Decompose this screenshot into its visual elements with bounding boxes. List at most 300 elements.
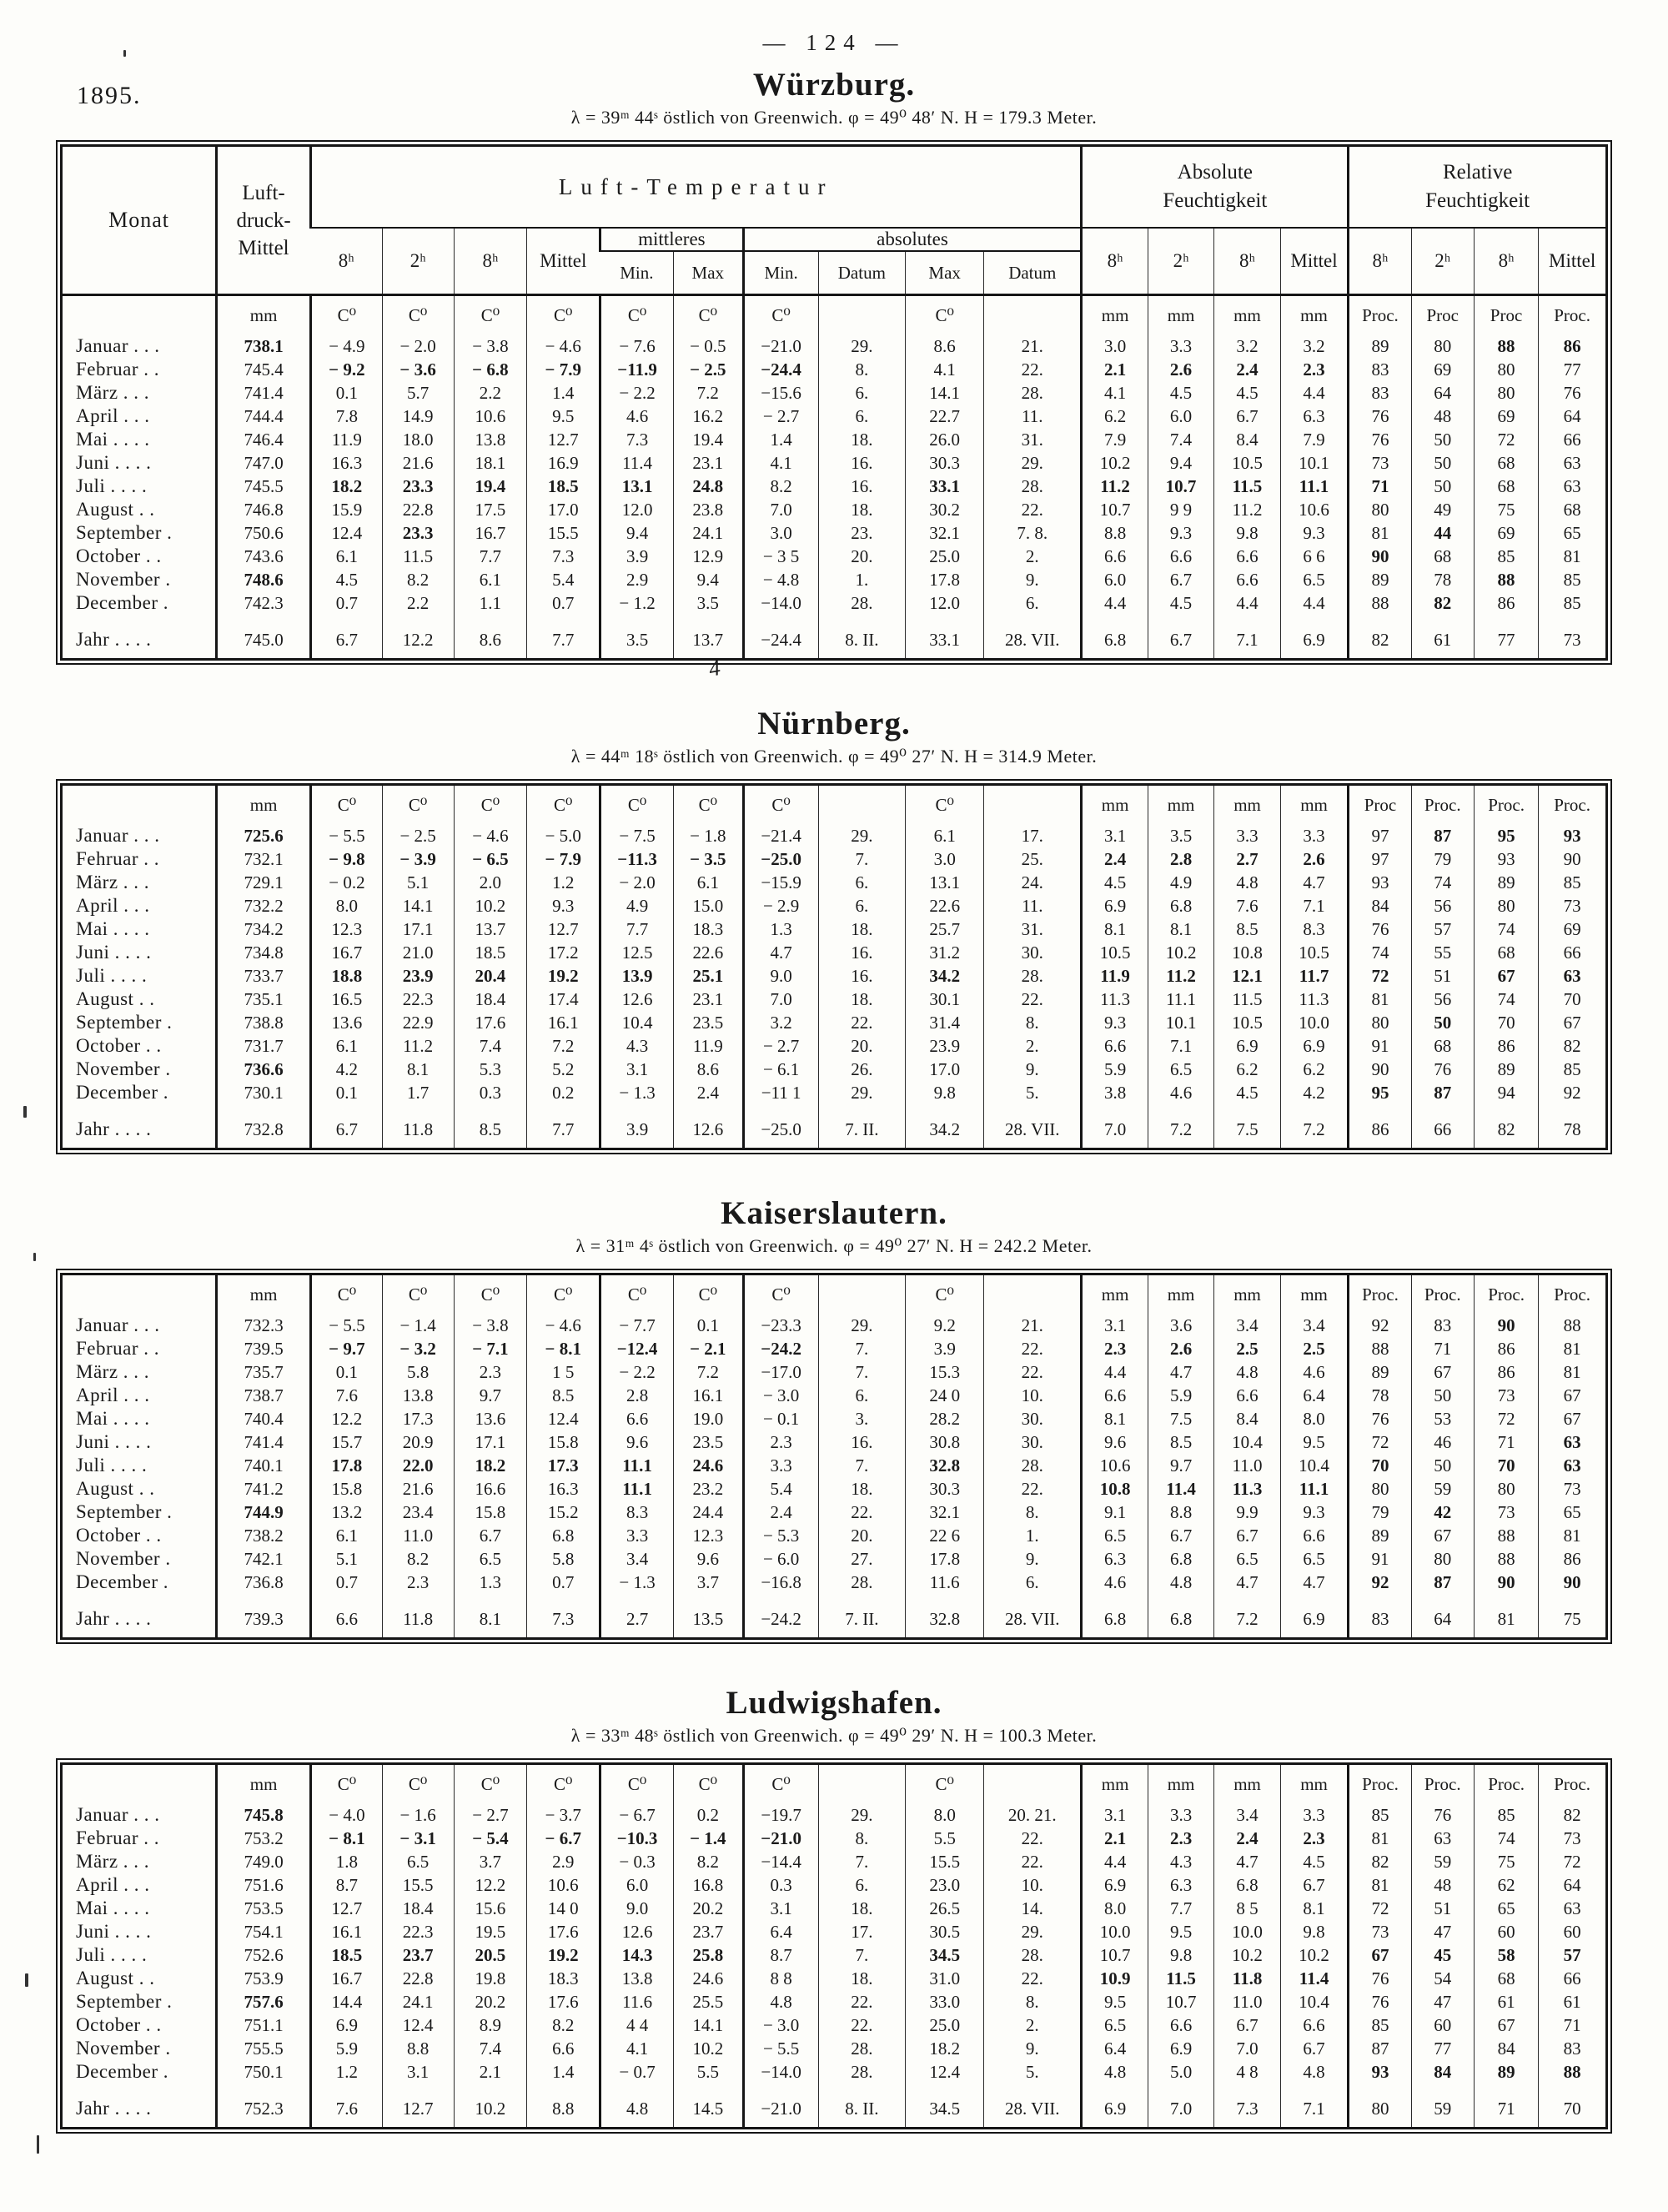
year-row <box>62 615 1607 660</box>
table-cell: 74 <box>1411 871 1474 894</box>
table-cell: 8 5 <box>1214 1897 1280 1920</box>
table-cell: 2.2 <box>454 381 527 405</box>
table-cell: 0.1 <box>311 1081 383 1104</box>
table-cell: 71 <box>1474 1430 1538 1454</box>
unit-label: C⁰ <box>382 1764 454 1804</box>
table-cell: 25.7 <box>906 917 984 941</box>
table-cell: 9.4 <box>673 568 743 591</box>
table-cell: 70 <box>1349 1454 1411 1477</box>
table-row <box>62 381 1607 405</box>
table-cell: 11.1 <box>600 1454 674 1477</box>
table-cell: 8. <box>984 1501 1082 1524</box>
table-cell: 10.2 <box>454 2084 527 2129</box>
table-cell: 1.3 <box>743 917 818 941</box>
table-cell: 88 <box>1474 1524 1538 1547</box>
unit-label: C⁰ <box>454 785 527 825</box>
table-cell: 63 <box>1539 451 1607 475</box>
table-cell: 8.1 <box>454 1594 527 1639</box>
table-cell: 10.4 <box>1280 1990 1349 2013</box>
table-cell: 10.7 <box>1148 1990 1213 2013</box>
scan-noise <box>33 1253 36 1261</box>
table-cell: 31. <box>984 428 1082 451</box>
table-row <box>62 1384 1607 1407</box>
table-cell: 72 <box>1474 1407 1538 1430</box>
table-cell: 18. <box>818 1477 906 1501</box>
table-cell: −23.3 <box>743 1314 818 1337</box>
table-cell: 10.1 <box>1148 1011 1213 1034</box>
table-cell: − 4.8 <box>743 568 818 591</box>
table-cell: 28. <box>984 1943 1082 1967</box>
col-header-2h: 2ʰ <box>382 228 454 295</box>
table-cell: 14.9 <box>382 405 454 428</box>
col-header-mittel: Mittel <box>527 228 600 295</box>
month-label: September . <box>76 1991 173 2012</box>
table-cell: 12.4 <box>906 2060 984 2084</box>
table-cell: − 5.4 <box>454 1827 527 1850</box>
table-row <box>62 1803 1607 1827</box>
table-cell: 12.7 <box>311 1897 383 1920</box>
table-cell: 12.4 <box>311 521 383 545</box>
table-cell: 8.8 <box>1082 521 1148 545</box>
table-cell: 13.6 <box>454 1407 527 1430</box>
table-cell: − 1.8 <box>674 824 744 847</box>
table-cell: 5.0 <box>1148 2060 1213 2084</box>
table-cell: 56 <box>1411 894 1474 917</box>
table-cell: 30.3 <box>906 451 984 475</box>
table-cell: 2.4 <box>743 1501 818 1524</box>
table-cell: 5.4 <box>527 568 600 591</box>
table-cell: 59 <box>1411 1850 1474 1873</box>
table-cell: 12.6 <box>674 1104 744 1149</box>
table-cell: 6.9 <box>1280 1594 1349 1639</box>
table-cell: 23.0 <box>906 1873 984 1897</box>
table-cell: 6. <box>818 405 906 428</box>
month-label: Januar . . . <box>76 1315 160 1335</box>
table-cell: 22. <box>818 1501 906 1524</box>
table-cell: 72 <box>1349 1897 1411 1920</box>
table-row <box>62 428 1607 451</box>
unit-label: C⁰ <box>906 1764 984 1804</box>
table-cell: 11.9 <box>674 1034 744 1058</box>
header-line: Relative <box>1442 161 1513 184</box>
table-cell: 8.1 <box>1148 917 1213 941</box>
table-cell: 23.7 <box>674 1920 744 1943</box>
table-cell: − 1.3 <box>600 1571 674 1594</box>
station-section-wuerzburg <box>0 66 1668 681</box>
table-row <box>62 1850 1607 1873</box>
table-cell: 6.9 <box>1148 2037 1213 2060</box>
table-cell: 10.5 <box>1214 1011 1280 1034</box>
table-cell: 70 <box>1474 1454 1538 1477</box>
table-cell: 9.3 <box>527 894 600 917</box>
table-cell: 88 <box>1349 591 1411 615</box>
table-cell: 6.6 <box>1280 1524 1349 1547</box>
table-cell: 7.9 <box>1082 428 1148 451</box>
table-cell: 76 <box>1349 1407 1411 1430</box>
month-label: October . . <box>76 1035 162 1056</box>
table-cell: 6.3 <box>1280 405 1349 428</box>
table-cell: 6.9 <box>1082 2084 1148 2129</box>
table-cell: 67 <box>1349 1943 1411 1967</box>
table-cell: 3.2 <box>1280 334 1349 358</box>
table-cell: − 2.9 <box>743 894 818 917</box>
table-cell: 6 6 <box>1280 545 1349 568</box>
table-cell: 75 <box>1474 1850 1538 1873</box>
table-cell: 61 <box>1411 615 1474 660</box>
table-cell: 22.8 <box>382 1967 454 1990</box>
table-cell: 738.1 <box>217 334 311 358</box>
month-label: Juli . . . . <box>76 475 148 496</box>
table-cell: − 9.2 <box>311 358 383 381</box>
table-cell: 6.5 <box>1214 1547 1280 1571</box>
unit-label: mm <box>1148 1274 1213 1315</box>
table-cell: 73 <box>1539 1827 1607 1850</box>
table-row <box>62 1897 1607 1920</box>
table-cell: 4.5 <box>1280 1850 1349 1873</box>
table-cell: 7.2 <box>1148 1104 1213 1149</box>
table-row <box>62 917 1607 941</box>
table-cell: 11.0 <box>1214 1454 1280 1477</box>
table-cell: 7.6 <box>1214 894 1280 917</box>
month-label: December . <box>76 2061 168 2082</box>
table-cell: 22.3 <box>382 1920 454 1943</box>
table-cell: 78 <box>1411 568 1474 591</box>
table-cell: 3.2 <box>743 1011 818 1034</box>
table-cell: 10. <box>984 1873 1082 1897</box>
table-cell: 15.6 <box>454 1897 527 1920</box>
table-cell: 18. <box>818 917 906 941</box>
unit-label: C⁰ <box>454 1274 527 1315</box>
table-cell: 10.5 <box>1280 941 1349 964</box>
table-cell: 4.5 <box>1148 591 1213 615</box>
table-cell: − 4.6 <box>527 1314 600 1337</box>
col-header-mittel: Mittel <box>1539 228 1607 295</box>
table-cell: 22.8 <box>382 498 454 521</box>
table-cell: 6.0 <box>1148 405 1213 428</box>
table-cell: 11.8 <box>1214 1967 1280 1990</box>
table-cell: 7.2 <box>1214 1594 1280 1639</box>
table-cell: − 2.0 <box>600 871 674 894</box>
table-cell: 9.0 <box>600 1897 674 1920</box>
table-cell: 34.5 <box>906 1943 984 1967</box>
table-cell: 8.4 <box>1214 1407 1280 1430</box>
table-row <box>62 1430 1607 1454</box>
table-cell: − 2.7 <box>743 1034 818 1058</box>
table-cell: 97 <box>1349 847 1411 871</box>
table-cell: − 3.7 <box>527 1803 600 1827</box>
table-cell: 6.7 <box>311 1104 383 1149</box>
table-cell: 18.2 <box>311 475 383 498</box>
col-header-2h: 2ʰ <box>1411 228 1474 295</box>
table-cell: 2. <box>984 545 1082 568</box>
table-cell: 28. VII. <box>984 1104 1082 1149</box>
unit-label: Proc. <box>1411 1764 1474 1804</box>
table-cell: 28. <box>818 1571 906 1594</box>
table-cell: 753.9 <box>217 1967 311 1990</box>
table-cell: 1.4 <box>743 428 818 451</box>
station-coordinates: λ = 39ᵐ 44ˢ östlich von Greenwich. φ = 49⁰ 48′ N. H = 179.3 Meter. <box>570 107 1098 128</box>
table-cell: 90 <box>1474 1571 1538 1594</box>
table-cell: 6.8 <box>1082 615 1148 660</box>
table-row <box>62 1873 1607 1897</box>
table-cell: 9.3 <box>1082 1011 1148 1034</box>
table-cell: 29. <box>818 1081 906 1104</box>
table-cell: 9. <box>984 2037 1082 2060</box>
month-label: November . <box>76 1548 171 1569</box>
table-cell: 3.8 <box>1082 1081 1148 1104</box>
table-cell: 12.4 <box>527 1407 600 1430</box>
unit-label: Proc. <box>1411 785 1474 825</box>
table-row <box>62 941 1607 964</box>
table-cell: 746.8 <box>217 498 311 521</box>
col-header-mittel: Mittel <box>1280 228 1349 295</box>
table-cell: 9.7 <box>1148 1454 1213 1477</box>
table-cell: 4.6 <box>1280 1360 1349 1384</box>
table-cell: 18. <box>818 1967 906 1990</box>
table-cell: 2.5 <box>1214 1337 1280 1360</box>
table-cell: 4.8 <box>1082 2060 1148 2084</box>
table-cell: 742.3 <box>217 591 311 615</box>
table-cell: 90 <box>1349 1058 1411 1081</box>
table-cell: 89 <box>1349 334 1411 358</box>
table-cell: 88 <box>1349 1337 1411 1360</box>
table-cell: 67 <box>1474 964 1538 988</box>
table-cell: 22.7 <box>906 405 984 428</box>
table-cell: 23.1 <box>673 451 743 475</box>
unit-label: C⁰ <box>743 1274 818 1315</box>
table-cell: 16.3 <box>527 1477 600 1501</box>
table-cell: − 3.5 <box>674 847 744 871</box>
table-cell: − 3.8 <box>454 1314 527 1337</box>
table-row <box>62 1454 1607 1477</box>
table-cell: 16.1 <box>674 1384 744 1407</box>
table-cell: 736.8 <box>217 1571 311 1594</box>
table-cell: 20. <box>818 545 906 568</box>
table-cell: 12.6 <box>600 1920 674 1943</box>
table-cell: 19.0 <box>674 1407 744 1430</box>
table-cell: − 3.6 <box>382 358 454 381</box>
table-cell: 87 <box>1349 2037 1411 2060</box>
station-section-kaiserslautern <box>0 1194 1668 1644</box>
table-cell: 48 <box>1411 405 1474 428</box>
table-cell: 3.1 <box>1082 824 1148 847</box>
table-cell: 6.6 <box>311 1594 383 1639</box>
month-label: August . . <box>76 988 155 1009</box>
station-section-nuernberg <box>0 705 1668 1154</box>
table-cell: 28. <box>984 1454 1082 1477</box>
table-cell: 4.4 <box>1280 591 1349 615</box>
table-cell: 8.5 <box>527 1384 600 1407</box>
table-cell: 11.5 <box>1148 1967 1213 1990</box>
table-cell: 27. <box>818 1547 906 1571</box>
unit-label: mm <box>1280 1274 1349 1315</box>
table-cell: 8. <box>984 1990 1082 2013</box>
table-cell: 4.2 <box>311 1058 383 1081</box>
col-header-luftdruck-mittel <box>217 146 311 295</box>
table-cell: 61 <box>1474 1990 1538 2013</box>
station-coordinates: λ = 44ᵐ 18ˢ östlich von Greenwich. φ = 49⁰ 27′ N. H = 314.9 Meter. <box>570 746 1098 767</box>
table-cell: 6.7 <box>1148 1524 1213 1547</box>
table-cell: 9. <box>984 1058 1082 1081</box>
table-cell: 0.3 <box>743 1873 818 1897</box>
table-cell: 18.8 <box>311 964 383 988</box>
table-cell: 744.9 <box>217 1501 311 1524</box>
month-label: Jahr . . . . <box>76 629 152 650</box>
unit-label <box>984 1274 1082 1315</box>
table-cell: 18. <box>818 428 906 451</box>
table-cell: 4.1 <box>906 358 984 381</box>
table-cell: 22. <box>984 1850 1082 1873</box>
table-cell: − 4.6 <box>454 824 527 847</box>
table-cell: 20.4 <box>454 964 527 988</box>
table-cell: 6.1 <box>311 545 383 568</box>
weather-table <box>60 783 1608 1150</box>
month-label: Januar . . . <box>76 1804 160 1825</box>
table-cell: 14.3 <box>600 1943 674 1967</box>
table-cell: 31.0 <box>906 1967 984 1990</box>
unit-label: C⁰ <box>600 1274 674 1315</box>
table-cell: 745.5 <box>217 475 311 498</box>
table-cell: − 0.2 <box>311 871 383 894</box>
table-cell: 9.5 <box>1148 1920 1213 1943</box>
table-cell: 11.8 <box>382 1594 454 1639</box>
table-cell: 2.3 <box>382 1571 454 1594</box>
handwritten-note: 4 <box>706 655 723 681</box>
table-cell: − 1.3 <box>600 1081 674 1104</box>
table-cell: 7.2 <box>1280 1104 1349 1149</box>
table-cell: 8.2 <box>527 2013 600 2037</box>
table-cell: 73 <box>1539 894 1607 917</box>
table-cell: 5.5 <box>906 1827 984 1850</box>
table-cell: 9.8 <box>1148 1943 1213 1967</box>
table-cell: 739.5 <box>217 1337 311 1360</box>
table-cell: 81 <box>1539 1524 1607 1547</box>
table-cell: − 6.5 <box>454 847 527 871</box>
table-cell: −14.0 <box>743 591 818 615</box>
table-cell: − 6.0 <box>743 1547 818 1571</box>
unit-label <box>818 785 906 825</box>
table-cell: 1.2 <box>311 2060 383 2084</box>
table-cell: 23.5 <box>674 1011 744 1034</box>
table-cell: 23.1 <box>674 988 744 1011</box>
table-cell: 12.2 <box>382 615 454 660</box>
scan-noise <box>37 2135 39 2154</box>
table-cell: 72 <box>1349 1430 1411 1454</box>
table-cell: 10.8 <box>1082 1477 1148 1501</box>
col-header-monat: Monat <box>108 208 169 232</box>
unit-label: mm <box>1082 1274 1148 1315</box>
table-cell: 95 <box>1474 824 1538 847</box>
month-label: Juni . . . . <box>76 1921 152 1942</box>
table-cell: 6.7 <box>311 615 383 660</box>
table-cell: 51 <box>1411 1897 1474 1920</box>
table-cell: 11.7 <box>1280 964 1349 988</box>
table-cell: 16. <box>818 1430 906 1454</box>
table-cell: − 8.1 <box>527 1337 600 1360</box>
month-label: September . <box>76 522 173 543</box>
month-label: November . <box>76 1058 171 1079</box>
table-row <box>62 591 1607 615</box>
table-cell: 6.9 <box>1214 1034 1280 1058</box>
table-cell: 6. <box>818 1873 906 1897</box>
table-cell: 9.4 <box>1148 451 1213 475</box>
table-cell: 8.0 <box>906 1803 984 1827</box>
table-cell: − 4.0 <box>311 1803 383 1827</box>
table-cell: 4.4 <box>1082 591 1148 615</box>
unit-label: Proc <box>1474 295 1538 335</box>
table-cell: 45 <box>1411 1943 1474 1967</box>
unit-label: Proc. <box>1349 1274 1411 1315</box>
unit-label: Proc. <box>1539 295 1607 335</box>
table-cell: 23.3 <box>382 475 454 498</box>
table-cell: 73 <box>1539 1477 1607 1501</box>
table-cell: −24.4 <box>743 358 818 381</box>
table-cell: 2.1 <box>1082 1827 1148 1850</box>
table-cell: 22.3 <box>382 988 454 1011</box>
table-cell: 18.0 <box>382 428 454 451</box>
col-header-luft-temperatur: Luft-Temperatur <box>311 146 1082 229</box>
table-cell: 10.1 <box>1280 451 1349 475</box>
table-cell: 23.4 <box>382 1501 454 1524</box>
table-cell: − 5.0 <box>527 824 600 847</box>
table-cell: 18.1 <box>454 451 527 475</box>
table-cell: 84 <box>1474 2037 1538 2060</box>
table-row <box>62 1058 1607 1081</box>
month-label: December . <box>76 1082 168 1103</box>
table-cell: 8.3 <box>600 1501 674 1524</box>
table-cell: 16.2 <box>673 405 743 428</box>
table-cell: 22. <box>818 1011 906 1034</box>
col-header-max: Max <box>906 251 984 295</box>
table-cell: 16.1 <box>311 1920 383 1943</box>
month-label: März . . . <box>76 1851 150 1872</box>
table-cell: 65 <box>1539 1501 1607 1524</box>
table-cell: 72 <box>1349 964 1411 988</box>
table-cell: 8. <box>818 1827 906 1850</box>
table-cell: 19.2 <box>527 964 600 988</box>
table-cell: 80 <box>1349 1011 1411 1034</box>
table-cell: 11.9 <box>311 428 383 451</box>
table-cell: 22.6 <box>906 894 984 917</box>
table-cell: 73 <box>1474 1501 1538 1524</box>
table-cell: 17. <box>818 1920 906 1943</box>
table-cell: 63 <box>1539 1897 1607 1920</box>
table-cell: 76 <box>1411 1058 1474 1081</box>
table-cell: 15.5 <box>906 1850 984 1873</box>
table-cell: 80 <box>1411 1547 1474 1571</box>
table-cell: 75 <box>1474 498 1538 521</box>
table-cell: 3.5 <box>673 591 743 615</box>
table-cell: 4.7 <box>1280 1571 1349 1594</box>
table-cell: 73 <box>1349 451 1411 475</box>
table-cell: 26.0 <box>906 428 984 451</box>
table-cell: 28. <box>984 964 1082 988</box>
table-cell: 9.3 <box>1280 1501 1349 1524</box>
table-cell: 80 <box>1349 1477 1411 1501</box>
unit-label <box>984 785 1082 825</box>
table-cell: 76 <box>1539 381 1607 405</box>
unit-label: mm <box>1082 1764 1148 1804</box>
table-cell: 20.9 <box>382 1430 454 1454</box>
table-cell: 15.2 <box>527 1501 600 1524</box>
table-cell: 6.1 <box>674 871 744 894</box>
table-cell: 7.6 <box>311 2084 383 2129</box>
unit-label: C⁰ <box>527 1274 600 1315</box>
table-cell: 2.1 <box>454 2060 527 2084</box>
table-cell: 6.6 <box>527 2037 600 2060</box>
table-cell: 8.1 <box>1280 1897 1349 1920</box>
unit-label: C⁰ <box>311 1764 383 1804</box>
